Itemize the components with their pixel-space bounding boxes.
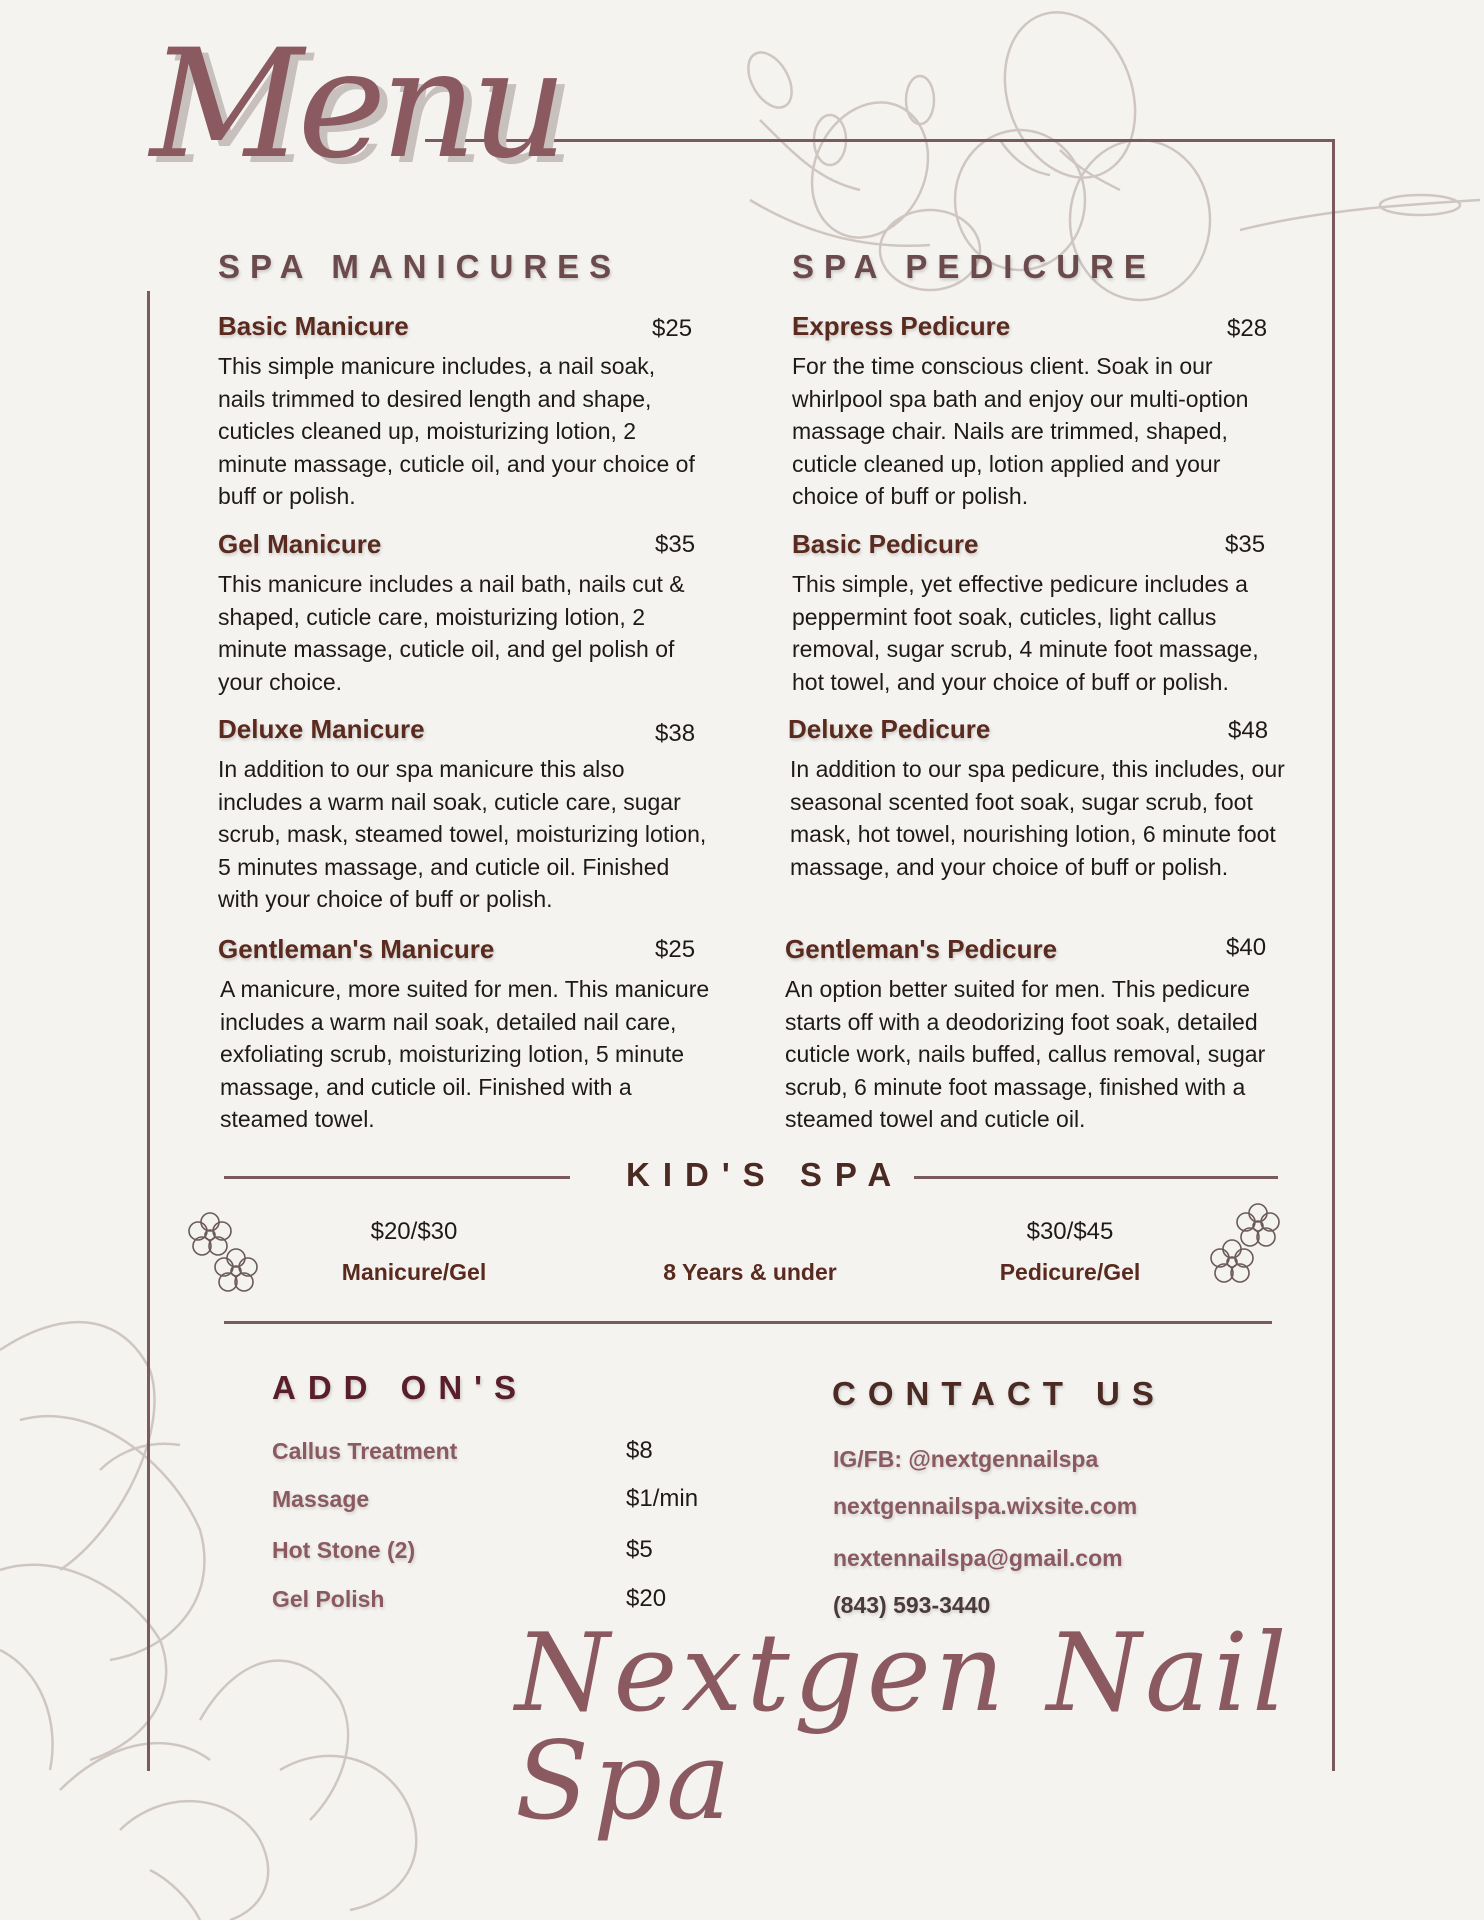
addon-name-massage: Massage (272, 1486, 370, 1512)
pedicure-name-express: Express Pedicure (792, 311, 1011, 341)
contact-phone[interactable]: (843) 593-3440 (833, 1592, 991, 1618)
pedicure-price-basic: $35 (1225, 531, 1266, 558)
frame-right-line (1332, 139, 1335, 1771)
kids-heading: KID'S SPA (626, 1156, 905, 1193)
manicure-name-gel: Gel Manicure (218, 529, 382, 559)
pedicure-desc-gentleman: An option better suited for men. This pedicure starts off with a deodorizing foot soak, detailed cuticle work, nails buffed, callus removal, sugar scrub, 6 minute foot massage, finished with a steamed towel and cuticle oil. (785, 976, 1266, 1132)
kids-pedicure-price: $30/$45 (1026, 1218, 1114, 1245)
contact-social[interactable]: IG/FB: @nextgennailspa (833, 1446, 1099, 1472)
pedicure-name-basic: Basic Pedicure (792, 529, 979, 559)
addon-name-gel-polish: Gel Polish (272, 1586, 385, 1612)
kids-rule-left (224, 1176, 570, 1179)
kids-manicure-label: Manicure/Gel (341, 1259, 487, 1285)
manicure-price-gel: $35 (655, 531, 696, 558)
kids-manicure-price: $20/$30 (370, 1218, 458, 1245)
signature-logo: Nextgen Nail Spa (515, 1611, 1291, 1844)
addon-price-callus: $8 (626, 1437, 653, 1464)
addon-name-callus: Callus Treatment (272, 1438, 458, 1464)
contact-heading: CONTACT US (832, 1375, 1166, 1412)
small-flowers-right-icon (1200, 1198, 1290, 1298)
manicure-name-gentleman: Gentleman's Manicure (218, 934, 495, 964)
pedicure-desc-basic: This simple, yet effective pedicure includes a peppermint foot soak, cuticles, light callus removal, sugar scrub, 4 minute foot massage, hot towel, and your choice of buff or polish. (792, 571, 1259, 695)
manicure-desc-basic: This simple manicure includes, a nail soak, nails trimmed to desired length and shape, cuticles cleaned up, moisturizing lotion, 2 minute massage, cuticle oil, and your choice of buff or polish. (218, 353, 695, 509)
addon-price-massage: $1/min (626, 1485, 699, 1512)
manicure-name-deluxe: Deluxe Manicure (218, 714, 425, 744)
pedicure-desc-deluxe: In addition to our spa pedicure, this includes, our seasonal scented foot soak, sugar scrub, foot mask, hot towel, nourishing lotion, 6 minute foot massage, and your choice of buff or polish. (790, 756, 1285, 880)
manicure-desc-gentleman: A manicure, more suited for men. This manicure includes a warm nail soak, detailed nail care, exfoliating scrub, moisturizing lotion, 5 minute massage, and cuticle oil. Finished with a steamed towel. (220, 976, 710, 1132)
pedicure-name-deluxe: Deluxe Pedicure (788, 714, 991, 744)
pedicure-price-deluxe: $48 (1228, 717, 1269, 744)
kids-age-label: 8 Years & under (663, 1259, 837, 1285)
pedicure-price-gentleman: $40 (1226, 934, 1267, 961)
manicure-price-deluxe: $38 (655, 720, 696, 747)
addons-heading: ADD ON'S (272, 1369, 529, 1406)
manicure-name-basic: Basic Manicure (218, 311, 409, 341)
lotus-illustration-icon (0, 1270, 500, 1920)
pedicure-name-gentleman: Gentleman's Pedicure (785, 934, 1058, 964)
menu-title: Menu (150, 18, 562, 192)
pedicures-heading: SPA PEDICURE (792, 248, 1156, 285)
addon-price-gel-polish: $20 (626, 1585, 667, 1612)
contact-email[interactable]: nextennailspa@gmail.com (833, 1545, 1123, 1571)
pedicure-price-express: $28 (1227, 315, 1268, 342)
manicure-price-basic: $25 (652, 315, 693, 342)
addon-name-hot-stone: Hot Stone (2) (272, 1537, 416, 1563)
kids-rule-right (914, 1176, 1278, 1179)
manicures-heading: SPA MANICURES (218, 248, 622, 285)
pedicure-desc-express: For the time conscious client. Soak in our whirlpool spa bath and enjoy our multi-option massage chair. Nails are trimmed, shaped, cuticle cleaned up, lotion applied and your choice of buff or polish. (792, 353, 1249, 509)
frame-left-line (147, 291, 150, 1771)
manicure-desc-deluxe: In addition to our spa manicure this also includes a warm nail soak, cuticle care, sugar scrub, mask, steamed towel, moisturizing lotion, 5 minutes massage, and cuticle oil. Finished with your choice of buff or polish. (218, 756, 707, 912)
kids-rule-bottom (224, 1321, 1272, 1324)
contact-website[interactable]: nextgennailspa.wixsite.com (833, 1493, 1138, 1519)
addon-price-hot-stone: $5 (626, 1536, 653, 1563)
kids-pedicure-label: Pedicure/Gel (999, 1259, 1141, 1285)
manicure-desc-gel: This manicure includes a nail bath, nails cut & shaped, cuticle care, moisturizing lotion, 2 minute massage, cuticle oil, and gel polish of your choice. (218, 571, 685, 695)
small-flowers-left-icon (180, 1205, 270, 1305)
manicure-price-gentleman: $25 (655, 936, 696, 963)
